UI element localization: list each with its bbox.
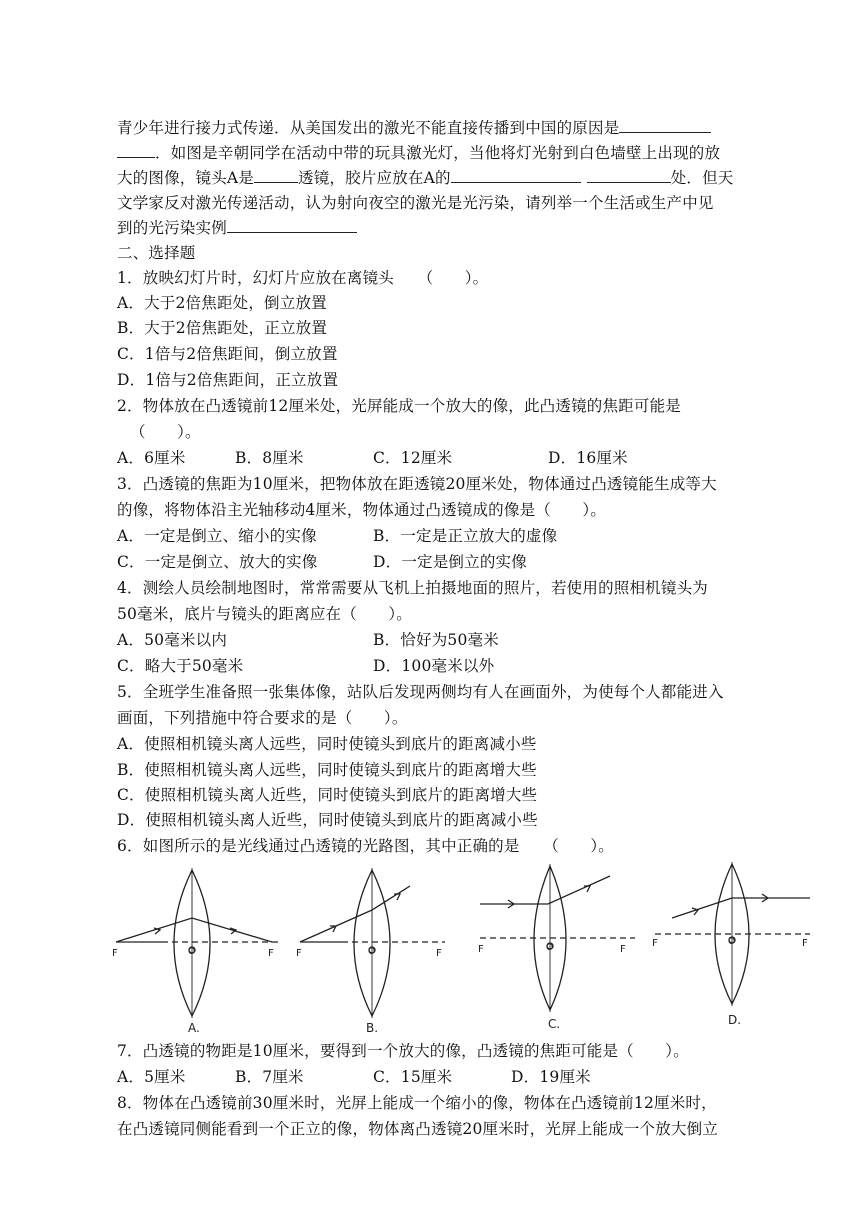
focus-label: F xyxy=(436,948,442,959)
q2-option-b[interactable]: B．8厘米 xyxy=(235,449,304,467)
paragraph-line-5: 到的光污染实例 xyxy=(117,218,787,238)
q7-option-c[interactable]: C．15厘米 xyxy=(373,1068,453,1086)
q1-option-b[interactable]: B．大于2倍焦距处，正立放置 xyxy=(117,319,328,337)
focus-label: F xyxy=(112,948,118,959)
question-2-stem-line-1: 2．物体放在凸透镜前12厘米处，光屏能成一个放大的像，此凸透镜的焦距可能是 xyxy=(117,397,681,415)
q2-option-a[interactable]: A．6厘米 xyxy=(117,449,186,467)
answer-blank[interactable] xyxy=(227,218,357,233)
question-3-stem-line-1: 3．凸透镜的焦距为10厘米，把物体放在距透镜20厘米处，物体通过凸透镜能生成等大 xyxy=(117,475,717,493)
light-ray xyxy=(116,918,272,942)
focus-label: F xyxy=(620,944,626,955)
question-6-stem: 6．如图所示的是光线通过凸透镜的光路图，其中正确的是 （ ）。 xyxy=(117,837,614,855)
paragraph-line-2: ．如图是辛朝同学在活动中带的玩具激光灯，当他将灯光射到白色墙壁上出现的放 xyxy=(117,143,787,163)
question-8-stem-line-1: 8．物体在凸透镜前30厘米时，光屏上能成一个缩小的像，物体在凸透镜前12厘米时， xyxy=(117,1094,717,1112)
q3-option-a[interactable]: A．一定是倒立、缩小的实像 xyxy=(117,527,317,545)
q7-options xyxy=(117,1067,787,1087)
q4-options-row-2 xyxy=(117,656,787,676)
q4-option-b[interactable]: B．恰好为50毫米 xyxy=(373,631,499,649)
answer-blank[interactable] xyxy=(254,168,298,183)
paragraph-line-4: 文学家反对激光传递活动，认为射向夜空的激光是光污染，请列举一个生活或生产中见 xyxy=(117,194,714,212)
focus-label: F xyxy=(802,938,808,949)
q4-option-d[interactable]: D．100毫米以外 xyxy=(373,657,495,675)
diagram-b[interactable] xyxy=(300,868,445,1018)
diagram-a[interactable] xyxy=(116,868,278,1018)
q3-options-row-1 xyxy=(117,526,787,546)
diagram-b-label: B. xyxy=(366,1021,379,1035)
focus-label: F xyxy=(296,948,302,959)
q1-option-d[interactable]: D．1倍与2倍焦距间，正立放置 xyxy=(117,371,339,389)
answer-blank[interactable] xyxy=(117,143,155,158)
diagram-d-label: D. xyxy=(728,1013,742,1027)
section-title: 二、选择题 xyxy=(117,244,196,262)
q2-option-d[interactable]: D．16厘米 xyxy=(548,449,628,467)
q3-option-b[interactable]: B．一定是正立放大的虚像 xyxy=(373,527,558,545)
question-5-stem-line-2: 画面，下列措施中符合要求的是（ ）。 xyxy=(117,709,408,727)
arrow-icon xyxy=(230,928,236,934)
focus-label: F xyxy=(478,944,484,955)
lens-diagrams xyxy=(110,858,820,1038)
answer-blank[interactable] xyxy=(451,168,581,183)
q3-option-d[interactable]: D．一定是倒立的实像 xyxy=(373,553,527,571)
question-8-stem-line-2: 在凸透镜同侧能看到一个正立的像，物体离凸透镜20厘米时，光屏上能成一个放大倒立 xyxy=(117,1120,719,1138)
diagram-d[interactable] xyxy=(655,862,810,1006)
q5-option-b[interactable]: B．使照相机镜头离人远些，同时使镜头到底片的距离增大些 xyxy=(117,761,537,779)
q4-option-a[interactable]: A．50毫米以内 xyxy=(117,631,228,649)
q2-option-c[interactable]: C．12厘米 xyxy=(373,449,453,467)
paragraph-line-3: 大的图像，镜头A是 透镜，胶片应放在A的 处．但天 xyxy=(117,169,734,187)
focus-label: F xyxy=(652,938,658,949)
q2-options xyxy=(117,448,787,468)
diagram-c-label: C. xyxy=(548,1017,561,1031)
origin-label: O xyxy=(368,947,376,957)
q7-option-a[interactable]: A．5厘米 xyxy=(117,1068,186,1086)
question-5-stem-line-1: 5．全班学生准备照一张集体像，站队后发现两侧均有人在画面外，为使每个人都能进入 xyxy=(117,683,724,701)
origin-label: O xyxy=(728,937,736,947)
diagram-a-label: A. xyxy=(188,1021,200,1035)
origin-label: O xyxy=(546,943,554,953)
question-3-stem-line-2: 的像，将物体沿主光轴移动4厘米，物体通过凸透镜成的像是（ ）。 xyxy=(117,501,607,519)
q4-option-c[interactable]: C．略大于50毫米 xyxy=(117,657,244,675)
paragraph-line-1: 青少年进行接力式传递．从美国发出的激光不能直接传播到中国的原因是 xyxy=(117,118,787,138)
q7-option-b[interactable]: B．7厘米 xyxy=(235,1068,304,1086)
question-4-stem-line-1: 4．测绘人员绘制地图时，常常需要从飞机上拍摄地面的照片，若使用的照相机镜头为 xyxy=(117,579,708,597)
question-4-stem-line-2: 50毫米，底片与镜头的距离应在（ ）。 xyxy=(117,605,412,623)
light-ray xyxy=(300,886,410,942)
q3-option-c[interactable]: C．一定是倒立、放大的实像 xyxy=(117,553,318,571)
q7-option-d[interactable]: D．19厘米 xyxy=(511,1068,591,1086)
q3-options-row-2 xyxy=(117,552,787,572)
q5-option-d[interactable]: D．使照相机镜头离人近些，同时使镜头到底片的距离减小些 xyxy=(117,811,538,829)
q1-option-c[interactable]: C．1倍与2倍焦距间，倒立放置 xyxy=(117,345,338,363)
q5-option-a[interactable]: A．使照相机镜头离人远些，同时使镜头到底片的距离减小些 xyxy=(117,735,537,753)
q5-option-c[interactable]: C．使照相机镜头离人近些，同时使镜头到底片的距离增大些 xyxy=(117,786,538,804)
origin-label: O xyxy=(188,947,196,957)
diagram-c[interactable] xyxy=(480,864,635,1012)
q1-option-a[interactable]: A．大于2倍焦距处，倒立放置 xyxy=(117,294,327,312)
question-2-stem-line-2: （ ）。 xyxy=(130,423,201,441)
question-1-stem: 1．放映幻灯片时，幻灯片应放在离镜头 （ ）。 xyxy=(117,269,489,287)
q4-options-row-1 xyxy=(117,630,787,650)
answer-blank[interactable] xyxy=(587,168,671,183)
focus-label: F xyxy=(268,948,274,959)
answer-blank[interactable] xyxy=(619,118,711,133)
question-7-stem: 7．凸透镜的物距是10厘米，要得到一个放大的像，凸透镜的焦距可能是（ ）。 xyxy=(117,1042,689,1060)
